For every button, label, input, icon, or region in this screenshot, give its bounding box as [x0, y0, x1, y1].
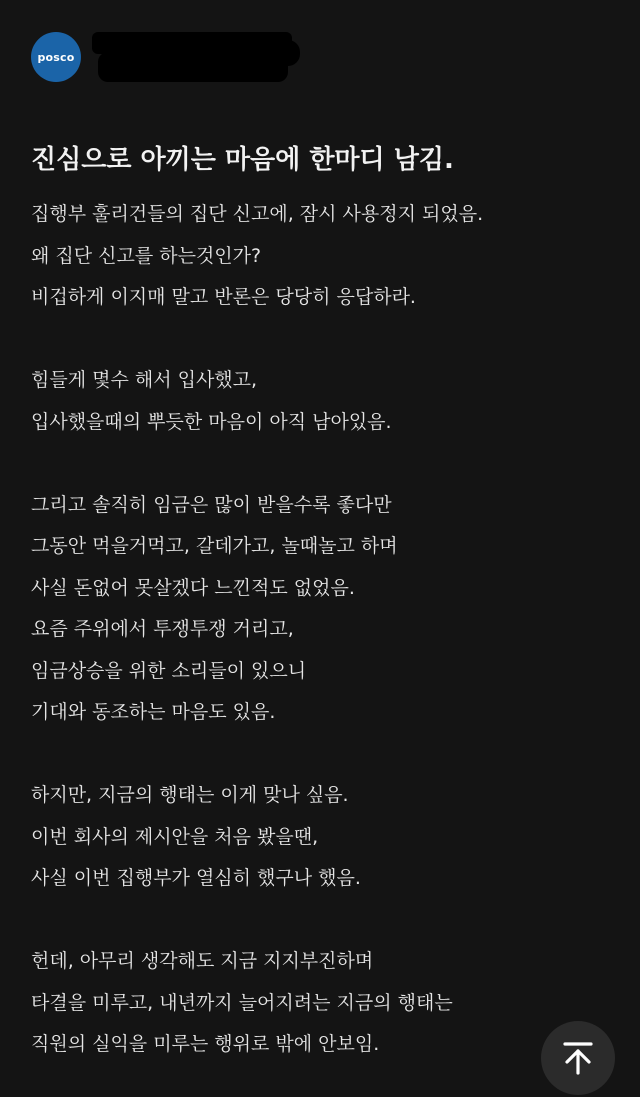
scroll-to-top-button[interactable] [541, 1021, 615, 1095]
post-line: 임금상승을 위한 소리들이 있으니 [31, 659, 307, 682]
post-line: 집행부 훌리건들의 집단 신고에, 잠시 사용정지 되었음. [31, 203, 484, 225]
post-line: 비겁하게 이지매 말고 반론은 당당히 응답하라. [31, 286, 416, 308]
post-line: 힘들게 몇수 해서 입사했고, [31, 369, 258, 391]
post-line: 헌데, 아무리 생각해도 지금 지지부진하며 [31, 950, 374, 972]
post-line: 입사했을때의 뿌듯한 마음이 아직 남아있음. [31, 410, 392, 433]
post-line: 직원의 실익을 미루는 행위로 밖에 안보임. [31, 1033, 380, 1055]
post-line: 기대와 동조하는 마음도 있음. [31, 701, 276, 723]
post-content [31, 140, 621, 1066]
post-line: 그리고 솔직히 임금은 많이 받을수록 좋다만 [31, 493, 392, 516]
posco-logo [31, 32, 81, 82]
post-line: 하지만, 지금의 행태는 이게 맞나 싶음. [31, 784, 349, 806]
post-title: 진심으로 아끼는 마음에 한마디 남김. [31, 145, 454, 175]
post-line: 그동안 먹을거먹고, 갈데가고, 놀때놀고 하며 [31, 535, 398, 557]
post-line: 사실 돈없어 못살겠다 느낀적도 없었음. [31, 576, 355, 599]
redacted-author-name [92, 30, 302, 84]
paragraph-gap [31, 900, 621, 942]
logo-text: posco [37, 50, 75, 64]
arrow-up-to-top-icon [562, 1041, 594, 1075]
paragraph-gap [31, 734, 621, 776]
paragraph-gap [31, 319, 621, 361]
post-line: 왜 집단 신고를 하는것인가? [31, 244, 262, 267]
paragraph-gap [31, 443, 621, 485]
post-line: 사실 이번 집행부가 열심히 했구나 했음. [31, 867, 361, 889]
post-header [0, 0, 640, 110]
post-line: 이번 회사의 제시안을 처음 봤을땐, [31, 825, 319, 848]
post-line: 타결을 미루고, 내년까지 늘어지려는 지금의 행태는 [31, 991, 453, 1014]
post-body [31, 194, 621, 1066]
post-line: 요즘 주위에서 투쟁투쟁 거리고, [31, 618, 294, 640]
